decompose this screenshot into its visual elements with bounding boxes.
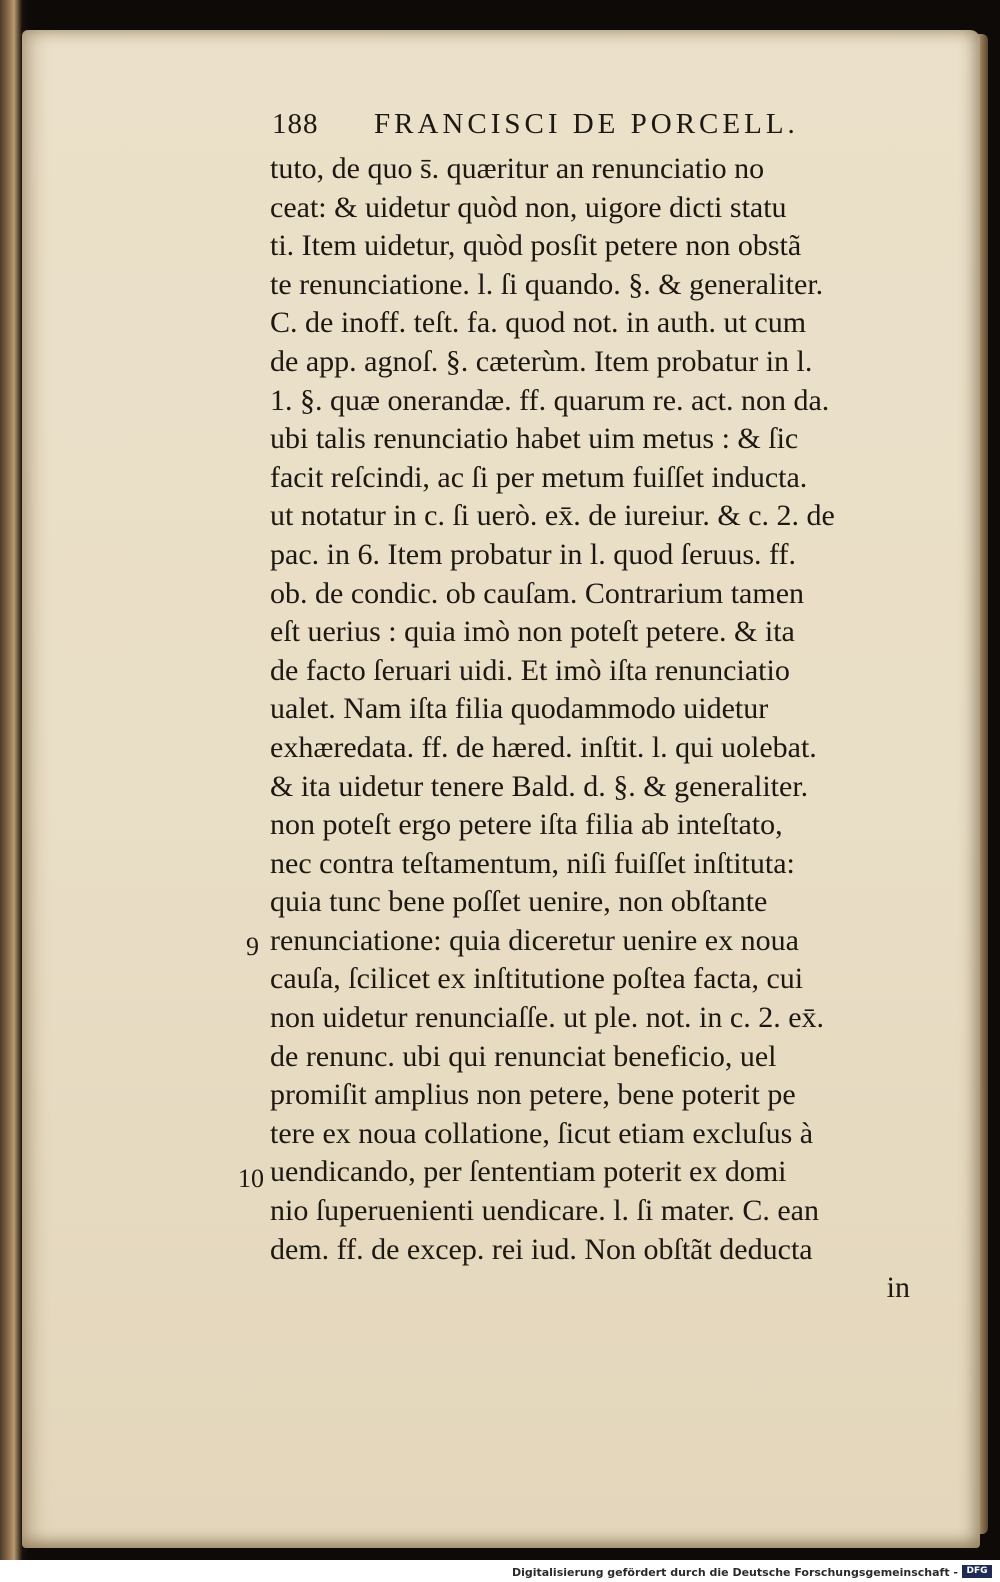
text-line: exhæredata. ff. de hæred. inſtit. l. qui uolebat. bbox=[270, 730, 817, 764]
running-title: FRANCISCI DE PORCELL. bbox=[374, 108, 799, 140]
text-line: C. de inoff. teſt. fa. quod not. in auth. ut cum bbox=[270, 306, 807, 340]
text-line: non uidetur renunciaſſe. ut ple. not. in c. 2. ex̄. bbox=[270, 1001, 825, 1035]
text-line: ut notatur in c. ſi uerò. ex̄. de iureiur. & c. 2. de bbox=[270, 499, 835, 533]
text-line: ceat: & uidetur quòd non, uigore dicti statu bbox=[270, 190, 787, 224]
text-line: de renunc. ubi qui renunciat beneficio, uel bbox=[270, 1039, 777, 1073]
text-line: eſt uerius : quia imò non poteſt petere. & ita bbox=[270, 615, 795, 649]
text-line: facit reſcindi, ac ſi per metum fuiſſet inducta. bbox=[270, 460, 808, 494]
text-line: nec contra teſtamentum, niſi fuiſſet inſtituta: bbox=[270, 846, 795, 880]
text-line: de facto ſeruari uidi. Et imò iſta renunciatio bbox=[270, 653, 790, 687]
text-line: quia tunc bene poſſet uenire, non obſtante bbox=[270, 885, 768, 919]
text-line: promiſit amplius non petere, bene poterit pe bbox=[270, 1078, 796, 1112]
text-line: ubi talis renunciatio habet uim metus : & ſic bbox=[270, 422, 799, 456]
text-line: ualet. Nam iſta filia quodammodo uidetur bbox=[270, 692, 769, 726]
text-line: tuto, de quo s̄. quæritur an renunciatio no bbox=[270, 152, 765, 185]
text-line: pac. in 6. Item probatur in l. quod ſeruus. ff. bbox=[270, 537, 796, 571]
text-line: de app. agnoſ. §. cæterùm. Item probatur in l. bbox=[270, 344, 813, 378]
text-line: 1. §. quæ onerandæ. ff. quarum re. act. non da. bbox=[270, 383, 830, 417]
text-line: te renunciatione. l. ſi quando. §. & generaliter. bbox=[270, 267, 824, 301]
margin-note-number: 9 bbox=[246, 932, 259, 961]
page-number: 188 bbox=[272, 108, 319, 140]
catchword: in bbox=[886, 1271, 910, 1305]
dfg-logo-icon: DFG bbox=[962, 1565, 992, 1578]
text-line: uendicando, per ſententiam poterit ex domi bbox=[270, 1155, 787, 1189]
text-line: nio ſuperuenienti uendicare. l. ſi mater. C. ean bbox=[270, 1194, 819, 1228]
text-line: renunciatione: quia diceretur uenire ex noua bbox=[270, 923, 799, 957]
body-text bbox=[270, 150, 950, 1308]
text-line: & ita uidetur tenere Bald. d. §. & generaliter. bbox=[270, 769, 809, 803]
running-header bbox=[272, 108, 872, 144]
footer-bar bbox=[0, 1560, 1000, 1582]
text-line: tere ex noua collatione, ſicut etiam excluſus à bbox=[270, 1116, 814, 1150]
margin-note-number: 10 bbox=[238, 1164, 264, 1193]
text-line: dem. ff. de excep. rei iud. Non obſtãt deducta bbox=[270, 1232, 813, 1266]
text-line: cauſa, ſcilicet ex inſtitutione poſtea facta, cui bbox=[270, 962, 804, 996]
text-line: ob. de condic. ob cauſam. Contrarium tamen bbox=[270, 576, 805, 610]
funding-credit: Digitalisierung gefördert durch die Deutsche Forschungsgemeinschaft - bbox=[511, 1566, 958, 1579]
text-line: ti. Item uidetur, quòd posſit petere non obstã bbox=[270, 229, 802, 263]
text-line: non poteſt ergo petere iſta filia ab inteſtato, bbox=[270, 808, 783, 842]
